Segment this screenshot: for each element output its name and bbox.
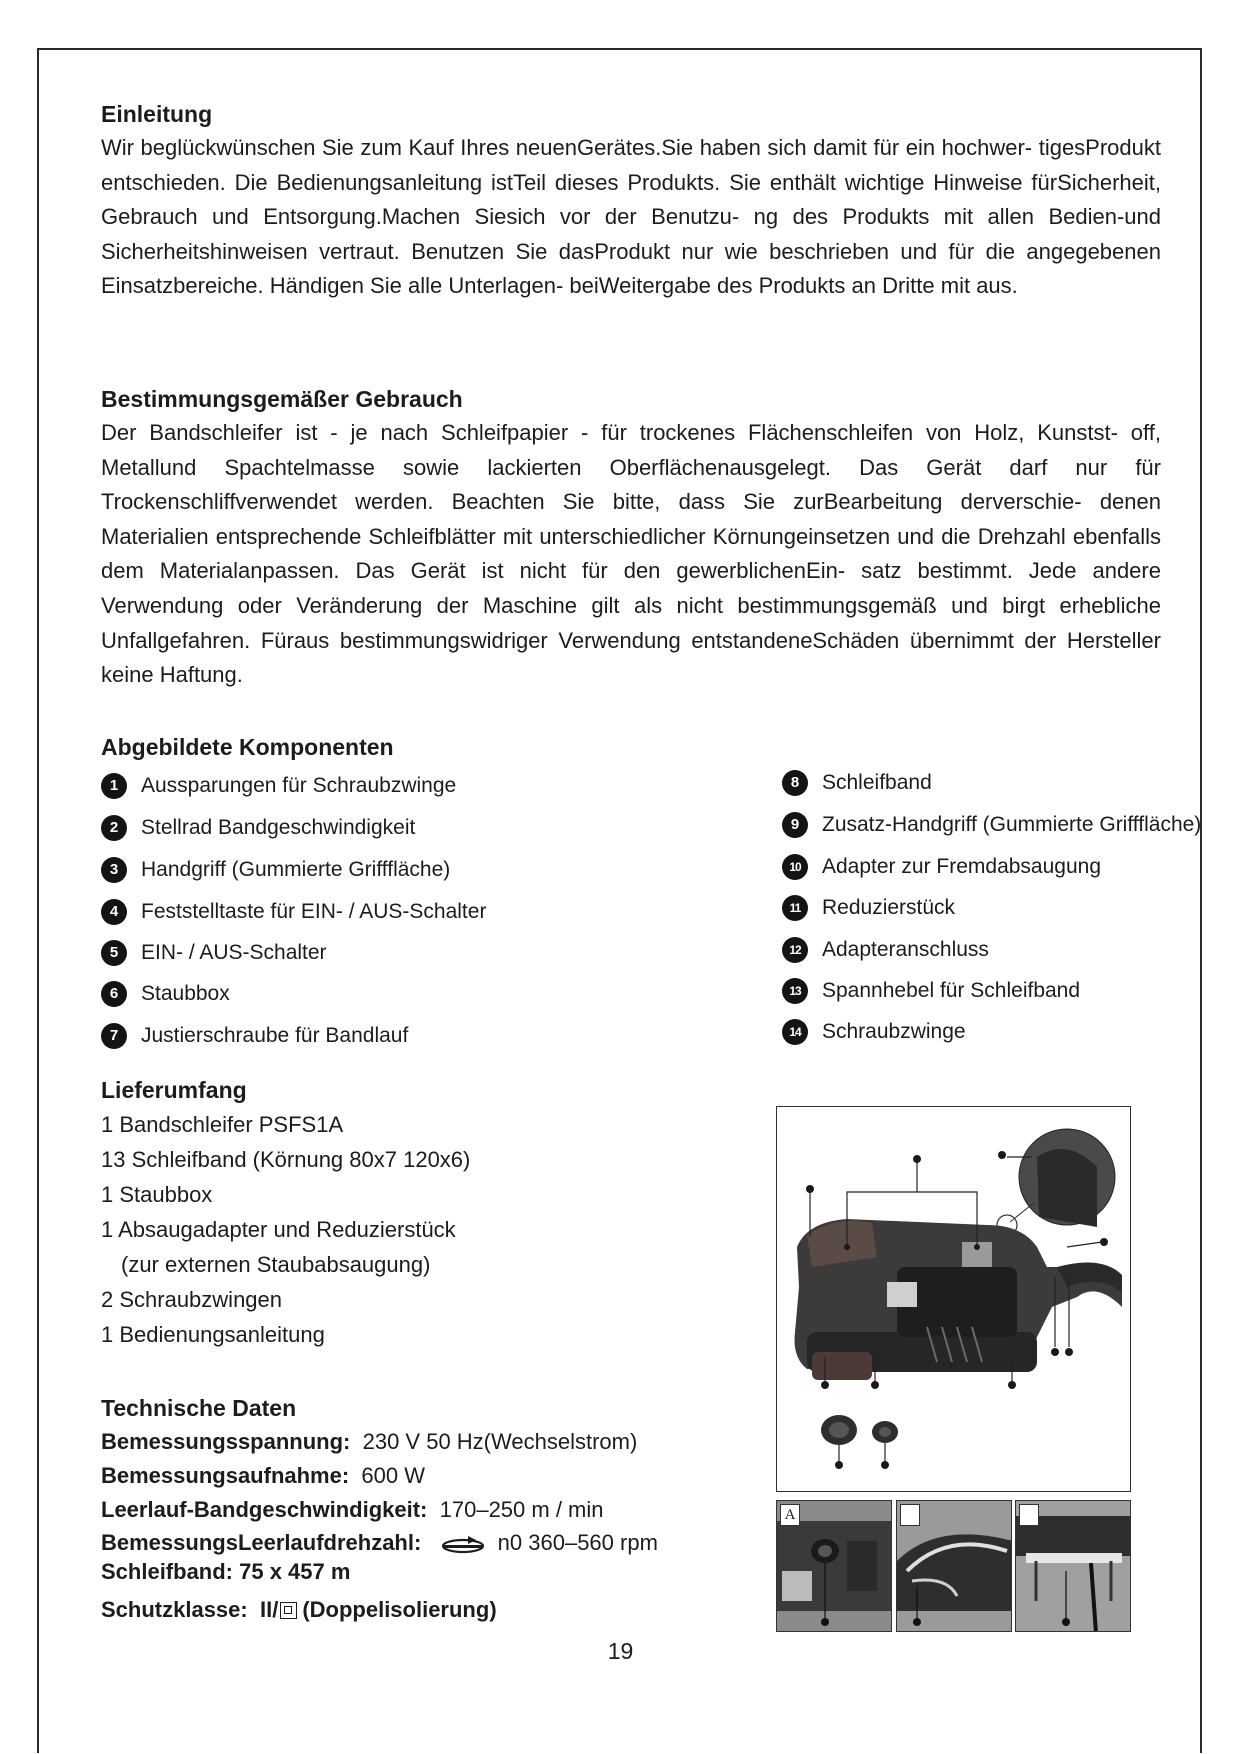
number-badge: 4: [101, 899, 127, 925]
list-item: (zur externen Staubabsaugung): [121, 1252, 431, 1277]
component-item: 8 Schleifband: [782, 768, 932, 798]
list-item: 13 Schleifband (Körnung 80x7 120x6): [101, 1147, 471, 1172]
component-item: 2 Stellrad Bandgeschwindigkeit: [101, 813, 415, 843]
number-badge: 10: [782, 854, 808, 880]
spec-row: Bemessungsspannung: 230 V 50 Hz(Wechselstrom): [101, 1429, 638, 1454]
spec-row: BemessungsLeerlaufdrehzahl: n0 360–560 rpm: [101, 1530, 658, 1555]
component-item: 6 Staubbox: [101, 979, 230, 1009]
list-item: 1 Absaugadapter und Reduzierstück: [101, 1217, 456, 1242]
number-badge: 11: [782, 895, 808, 921]
section-heading-delivery: Lieferumfang: [101, 1077, 247, 1103]
section-heading-specs: Technische Daten: [101, 1395, 297, 1421]
spec-row: Bemessungsaufnahme: 600 W: [101, 1463, 426, 1488]
list-item: 1 Staubbox: [101, 1182, 213, 1207]
intended-use-text: Der Bandschleifer ist - je nach Schleifpapier - für trockenes Flächenschleifen von Holz, Kunstst- off, Metallund Spachtelmasse sowie lackierten Oberflächenausgelegt. Das Gerät darf nur für Trockenschliffverwendet werden. Beachten Sie bitte, dass Sie zurBearbeitung derverschie- denen Materialien entsprechende Schleifblätter mit unterschiedlicher Körnungeinsetzen und die Drehzahl ebenfalls dem Materialanpassen. Das Gerät ist nicht für den gewerblichenEin- satz bestimmt. Jede andere Verwendung oder Veränderung der Maschine gilt als nicht bestimmungsgemäß und birgt erhebliche Unfallgefahren. Füraus bestimmungswidriger Verwendung entstandeneSchäden übernimmt der Hersteller keine Haftung.: [101, 420, 1162, 688]
belt-sander-drawing: [777, 1107, 1131, 1492]
detail-panel-b: [896, 1500, 1012, 1632]
intro-text: Wir beglückwünschen Sie zum Kauf Ihres neuenGerätes.Sie haben sich damit für ein hochwer- tigesProdukt entschieden. Die Bedienungsanleitung istTeil dieses Produkts. Sie enthält wichtige Hinweise fürSicherheit, Gebrauch und Entsorgung.Machen Siesich vor der Benutzu- ng des Produkts mit allen Bedien-und Sicherheitshinweisen vertraut. Benutzen Sie dasProdukt nur wie beschrieben und für die angegebenen Einsatzbereiche. Händigen Sie alle Unterlagen- beiWeitergabe des Produkts an Dritte mit aus.: [101, 135, 1162, 299]
list-item: 1 Bandschleifer PSFS1A: [101, 1112, 344, 1137]
component-item: 3 Handgriff (Gummierte Grifffläche): [101, 855, 450, 885]
list-item: 2 Schraubzwingen: [101, 1287, 283, 1312]
component-item: 4 Feststelltaste für EIN- / AUS-Schalter: [101, 897, 486, 927]
number-badge: 14: [782, 1019, 808, 1045]
section-heading-intended-use: Bestimmungsgemäßer Gebrauch: [101, 386, 463, 412]
section-delivery: [101, 1073, 470, 1352]
spec-row: Schleifband: 75 x 457 m: [101, 1559, 351, 1584]
page-number: 19: [607, 1638, 634, 1664]
section-intro: [101, 97, 1161, 304]
number-badge: 9: [782, 812, 808, 838]
number-badge: 3: [101, 857, 127, 883]
spec-row: Schutzklasse: II/ (Doppelisolierung): [101, 1597, 497, 1622]
section-heading-components: Abgebildete Komponenten: [101, 734, 394, 760]
detail-panel-a: [776, 1500, 892, 1632]
number-badge: 12: [782, 937, 808, 963]
section-specs: [101, 1391, 658, 1627]
list-item: 1 Bedienungsanleitung: [101, 1322, 325, 1347]
number-badge: 6: [101, 981, 127, 1007]
spec-row: Leerlauf-Bandgeschwindigkeit: 170–250 m / min: [101, 1497, 604, 1522]
rotation-icon: [440, 1533, 486, 1555]
belt-sander-illustration: [776, 1106, 1131, 1492]
number-badge: 7: [101, 1023, 127, 1049]
component-item: 14 Schraubzwinge: [782, 1017, 966, 1047]
detail-panel-c: [1015, 1500, 1131, 1632]
panel-label-box: [1019, 1504, 1039, 1526]
component-item: 13 Spannhebel für Schleifband: [782, 976, 1080, 1006]
panel-label: A: [780, 1504, 800, 1526]
section-intended-use: [101, 382, 1161, 693]
number-badge: 13: [782, 978, 808, 1004]
panel-label-box: [900, 1504, 920, 1526]
component-item: 7 Justierschraube für Bandlauf: [101, 1021, 408, 1051]
section-heading-intro: Einleitung: [101, 101, 213, 127]
number-badge: 5: [101, 940, 127, 966]
component-item: 5 EIN- / AUS-Schalter: [101, 938, 327, 968]
double-insulation-icon: [280, 1602, 297, 1619]
number-badge: 2: [101, 815, 127, 841]
component-item: 9 Zusatz-Handgriff (Gummierte Grifffläche): [782, 810, 1202, 840]
number-badge: 8: [782, 770, 808, 796]
number-badge: 1: [101, 773, 127, 799]
component-item: 10 Adapter zur Fremdabsaugung: [782, 852, 1101, 882]
component-item: 1 Aussparungen für Schraubzwinge: [101, 771, 456, 801]
component-item: 11 Reduzierstück: [782, 893, 955, 923]
component-item: 12 Adapteranschluss: [782, 935, 989, 965]
